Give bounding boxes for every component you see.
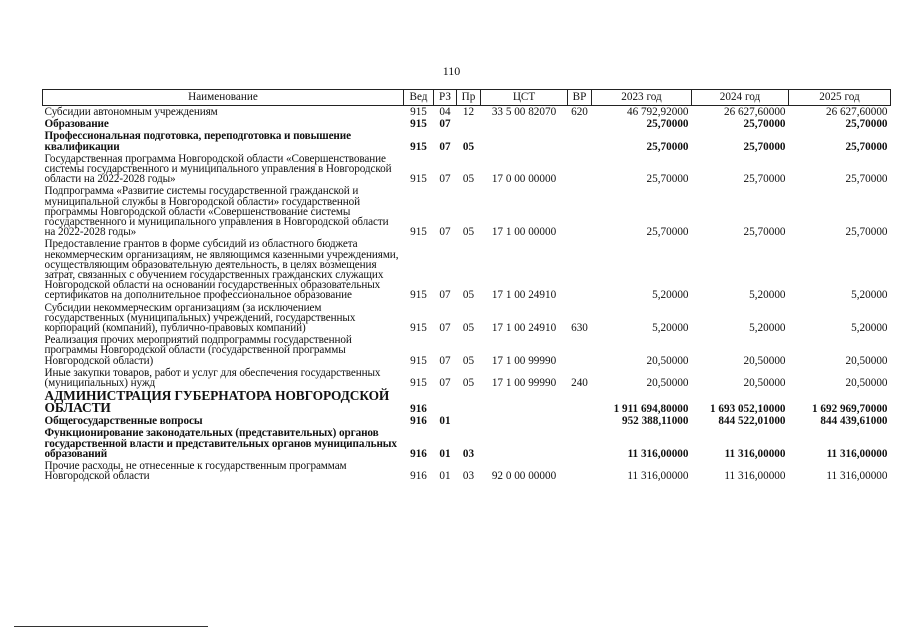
row-name: Предоставление грантов в форме субсидий из областного бюджета некоммерческим организациям, не являющимся казенными учреждениями, осуществляющим образовательную деятельность, в целях возмещения затрат, связанных с обучением государственных гражданских служащих Новгородской области на основании государственных образовательных сертификатов на дополнительное профессиональное образование bbox=[44, 238, 399, 302]
row-2025: 25,70000 bbox=[845, 226, 888, 239]
row-pr bbox=[457, 118, 481, 130]
column-header-name: Наименование bbox=[43, 90, 404, 106]
row-name: Субсидии некоммерческим организациям (за исключением государственных (муниципальных) учреждений, государственных корпораций (компаний), публично-правовых компаний) bbox=[44, 301, 356, 335]
row-2024: 25,70000 bbox=[743, 173, 786, 186]
column-header-2023: 2023 год bbox=[592, 90, 692, 106]
row-name: Образование bbox=[44, 118, 109, 131]
row-vr bbox=[568, 389, 592, 415]
row-2025: 844 439,61000 bbox=[820, 415, 888, 428]
row-rz: 07 bbox=[439, 118, 451, 131]
row-pr: 12 bbox=[462, 106, 475, 118]
row-vr bbox=[568, 427, 592, 460]
row-2025: 20,50000 bbox=[845, 354, 888, 367]
row-ved: 916 bbox=[410, 470, 427, 483]
row-vr: 630 bbox=[571, 322, 588, 335]
table-row bbox=[43, 302, 891, 335]
row-rz: 01 bbox=[439, 447, 451, 460]
row-2025: 25,70000 bbox=[845, 118, 888, 131]
row-rz: 07 bbox=[439, 377, 451, 390]
row-vr bbox=[568, 153, 592, 186]
row-cst: 17 1 00 99990 bbox=[491, 377, 557, 390]
table-row bbox=[43, 415, 891, 427]
row-name: Подпрограмма «Развитие системы государственной гражданской и муниципальной службы в Новгородской области» государственной программы Новгородской области «Совершенствование системы государственного и муниципального управления в Новгородской области на 2022-2028 годы» bbox=[44, 185, 389, 239]
row-2023: 25,70000 bbox=[646, 226, 689, 239]
row-name: Функционирование законодательных (представительных) органов государственной власти и представительных органов муниципальных образований bbox=[44, 427, 397, 460]
table-row bbox=[43, 238, 891, 301]
footnote-separator-line bbox=[14, 626, 208, 627]
row-rz: 01 bbox=[439, 470, 451, 483]
row-pr bbox=[457, 389, 481, 415]
row-name: Государственная программа Новгородской области «Совершенствование системы государственного и муниципального управления в Новгородской области на 2022-2028 годы» bbox=[44, 152, 392, 186]
row-2025: 26 627,60000 bbox=[825, 106, 888, 118]
row-rz: 07 bbox=[439, 322, 451, 335]
row-rz: 07 bbox=[439, 226, 451, 239]
budget-table bbox=[42, 89, 891, 483]
row-cst: 17 0 00 00000 bbox=[491, 173, 557, 186]
row-2024: 1 693 052,10000 bbox=[709, 403, 786, 416]
row-ved: 915 bbox=[410, 118, 427, 131]
row-ved: 915 bbox=[410, 354, 427, 367]
row-ved: 915 bbox=[410, 140, 427, 153]
table-row bbox=[43, 185, 891, 238]
row-2023: 25,70000 bbox=[646, 173, 689, 186]
row-2024: 26 627,60000 bbox=[723, 106, 786, 118]
row-vr bbox=[568, 460, 592, 482]
row-pr: 05 bbox=[462, 322, 475, 335]
row-2024: 5,20000 bbox=[749, 289, 786, 302]
table-row bbox=[43, 106, 891, 119]
row-2024: 25,70000 bbox=[743, 140, 786, 153]
row-2023: 952 388,11000 bbox=[621, 415, 689, 428]
row-vr bbox=[568, 118, 592, 130]
row-2025: 5,20000 bbox=[851, 289, 888, 302]
column-header-cst: ЦСТ bbox=[481, 90, 568, 106]
row-pr: 05 bbox=[462, 226, 475, 239]
row-vr bbox=[568, 334, 592, 367]
row-rz: 01 bbox=[439, 415, 451, 428]
row-pr: 05 bbox=[462, 377, 475, 390]
row-cst bbox=[481, 118, 568, 130]
row-2024: 5,20000 bbox=[749, 322, 786, 335]
row-rz: 04 bbox=[439, 106, 451, 118]
row-cst: 17 1 00 24910 bbox=[491, 322, 557, 335]
row-ved: 915 bbox=[410, 377, 427, 390]
row-2024: 11 316,00000 bbox=[724, 447, 786, 460]
row-2025: 11 316,00000 bbox=[826, 447, 888, 460]
row-name: Реализация прочих мероприятий подпрограммы государственной программы Новгородской области (государственной программы Новгородской области) bbox=[44, 334, 352, 367]
row-2023: 11 316,00000 bbox=[627, 447, 689, 460]
row-2024: 20,50000 bbox=[743, 377, 786, 390]
table-row bbox=[43, 130, 891, 152]
row-2023: 1 911 694,80000 bbox=[613, 403, 689, 416]
row-rz: 07 bbox=[439, 173, 451, 186]
row-cst: 17 1 00 99990 bbox=[491, 354, 557, 367]
table-row bbox=[43, 153, 891, 186]
row-2024: 25,70000 bbox=[743, 118, 786, 131]
row-name: Иные закупки товаров, работ и услуг для обеспечения государственных (муниципальных) нужд bbox=[44, 366, 381, 390]
row-name: Общегосударственные вопросы bbox=[44, 415, 203, 428]
row-2025: 20,50000 bbox=[845, 377, 888, 390]
row-cst bbox=[481, 427, 568, 460]
row-ved: 915 bbox=[410, 173, 427, 186]
row-pr bbox=[457, 415, 481, 427]
row-pr: 03 bbox=[462, 447, 475, 460]
row-2025: 1 692 969,70000 bbox=[811, 403, 888, 416]
column-header-2024: 2024 год bbox=[692, 90, 789, 106]
row-2025: 25,70000 bbox=[845, 140, 888, 153]
row-2025: 11 316,00000 bbox=[826, 470, 888, 483]
row-ved: 916 bbox=[410, 415, 427, 428]
row-2024: 25,70000 bbox=[743, 226, 786, 239]
row-2024: 20,50000 bbox=[743, 354, 786, 367]
row-ved: 915 bbox=[410, 289, 427, 302]
row-rz: 07 bbox=[439, 354, 451, 367]
row-2023: 20,50000 bbox=[646, 377, 689, 390]
row-2023: 25,70000 bbox=[646, 118, 689, 131]
page-number: 110 bbox=[442, 64, 461, 78]
row-2023: 5,20000 bbox=[652, 322, 689, 335]
row-2024: 11 316,00000 bbox=[724, 470, 786, 483]
row-cst bbox=[481, 389, 568, 415]
row-2023: 5,20000 bbox=[652, 289, 689, 302]
row-ved: 915 bbox=[410, 106, 427, 118]
row-name: Субсидии автономным учреждениям bbox=[44, 106, 218, 118]
row-2025: 5,20000 bbox=[851, 322, 888, 335]
row-cst: 92 0 00 00000 bbox=[491, 470, 557, 483]
column-header-vr: ВР bbox=[568, 90, 592, 106]
row-cst: 17 1 00 24910 bbox=[491, 289, 557, 302]
row-pr: 05 bbox=[462, 289, 475, 302]
row-2023: 11 316,00000 bbox=[627, 470, 689, 483]
column-header-ved: Вед bbox=[404, 90, 434, 106]
row-vr bbox=[568, 415, 592, 427]
row-name: Прочие расходы, не отнесенные к государственным программам Новгородской области bbox=[44, 460, 347, 483]
row-ved: 916 bbox=[410, 447, 427, 460]
row-name: АДМИНИСТРАЦИЯ ГУБЕРНАТОРА НОВГОРОДСКОЙ ОБЛАСТИ bbox=[44, 388, 390, 416]
row-vr bbox=[568, 185, 592, 238]
row-pr: 03 bbox=[462, 470, 475, 483]
row-2024: 844 522,01000 bbox=[718, 415, 786, 428]
table-row bbox=[43, 334, 891, 367]
table-row bbox=[43, 367, 891, 389]
row-rz: 07 bbox=[439, 289, 451, 302]
table-row bbox=[43, 427, 891, 460]
row-2023: 25,70000 bbox=[646, 140, 689, 153]
row-cst: 17 1 00 00000 bbox=[491, 226, 557, 239]
row-2023: 46 792,92000 bbox=[626, 106, 689, 118]
row-vr: 620 bbox=[571, 106, 588, 118]
row-2025: 25,70000 bbox=[845, 173, 888, 186]
row-ved: 915 bbox=[410, 322, 427, 335]
row-2023: 20,50000 bbox=[646, 354, 689, 367]
row-vr: 240 bbox=[571, 377, 588, 390]
row-vr bbox=[568, 130, 592, 152]
row-vr bbox=[568, 238, 592, 301]
table-row bbox=[43, 118, 891, 130]
row-pr: 05 bbox=[462, 173, 475, 186]
row-rz bbox=[434, 389, 457, 415]
column-header-2025: 2025 год bbox=[789, 90, 891, 106]
row-pr: 05 bbox=[462, 354, 475, 367]
column-header-rz: РЗ bbox=[434, 90, 457, 106]
table-row bbox=[43, 460, 891, 482]
column-header-pr: Пр bbox=[457, 90, 481, 106]
table-header-row bbox=[43, 90, 891, 106]
row-rz: 07 bbox=[439, 140, 451, 153]
row-cst bbox=[481, 130, 568, 152]
row-name: Профессиональная подготовка, переподготовка и повышение квалификации bbox=[44, 130, 351, 153]
row-cst: 33 5 00 82070 bbox=[491, 106, 557, 118]
row-ved: 915 bbox=[410, 226, 427, 239]
table-row bbox=[43, 389, 891, 415]
row-ved: 916 bbox=[410, 403, 427, 416]
row-pr: 05 bbox=[462, 140, 475, 153]
row-cst bbox=[481, 415, 568, 427]
